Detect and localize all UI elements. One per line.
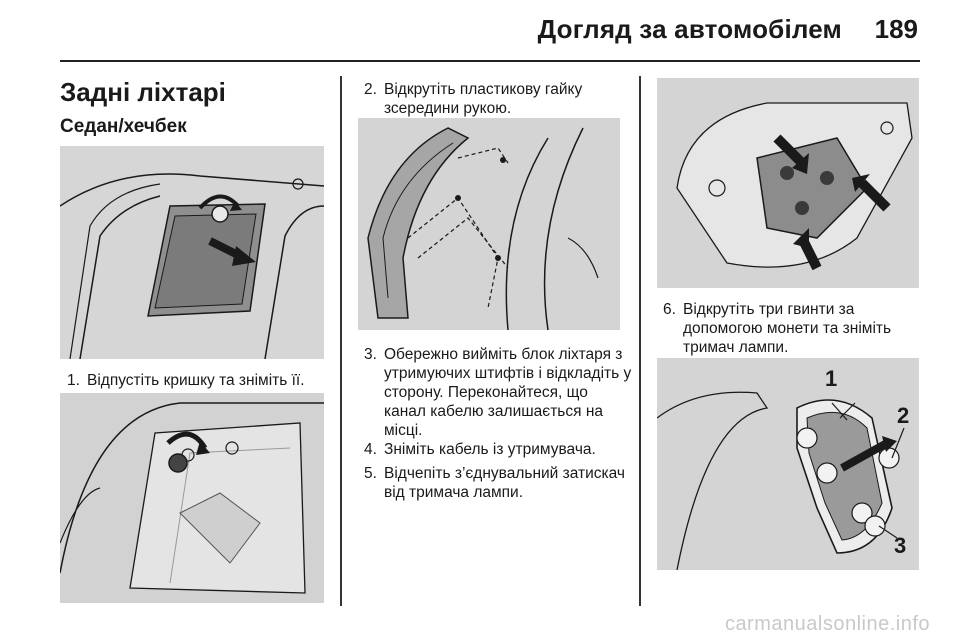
chapter-title: Догляд за автомобілем	[537, 14, 842, 44]
column-divider-1	[340, 76, 342, 606]
cover-illustration	[60, 146, 324, 359]
step-2	[364, 80, 629, 118]
figure-nut-unscrew	[60, 393, 324, 603]
step-6	[663, 300, 928, 357]
step-number: 2.	[364, 81, 377, 98]
header-divider	[60, 60, 920, 62]
step-3	[364, 345, 634, 440]
step-number: 3.	[364, 346, 377, 363]
step-text: Обережно вийміть блок ліхтаря з утримуючих штифтів і відкладіть у сторону. Переконайтеся, що канал кабелю залишається на місці.	[384, 346, 632, 439]
column-divider-2	[639, 76, 641, 606]
step-text: Відкрутіть пластикову гайку зсередини рукою.	[384, 81, 583, 117]
step-text: Відпустіть кришку та зніміть її.	[87, 372, 305, 389]
step-5	[364, 464, 634, 502]
figure-cable-clip	[657, 78, 919, 288]
step-4	[364, 440, 634, 459]
watermark: carmanualsonline.info	[724, 613, 930, 635]
callout-1: 1	[825, 366, 838, 391]
step-number: 6.	[663, 301, 676, 318]
cable-clip-illustration	[657, 78, 919, 288]
callout-2: 2	[897, 403, 910, 428]
page-header	[0, 0, 960, 62]
lamp-unit-illustration	[358, 118, 620, 330]
figure-cover-removal	[60, 146, 324, 359]
figure-lamp-unit-removal	[358, 118, 620, 330]
figure-lamp-holder-screws	[657, 358, 919, 570]
callout-3: 3	[894, 533, 907, 558]
step-text: Відчепіть з’єднувальний затискач від тримача лампи.	[384, 465, 626, 501]
lamp-holder-illustration	[657, 358, 919, 570]
step-1	[67, 371, 332, 390]
step-number: 4.	[364, 441, 377, 458]
step-text: Зніміть кабель із утримувача.	[384, 441, 596, 458]
step-number: 1.	[67, 372, 80, 389]
step-number: 5.	[364, 465, 377, 482]
page-number: 189	[874, 14, 918, 44]
step-text: Відкрутіть три гвинти за допомогою монети та зніміть тримач лампи.	[683, 301, 892, 356]
subsection-title: Седан/хечбек	[60, 116, 187, 137]
section-title: Задні ліхтарі	[60, 77, 226, 107]
nut-illustration	[60, 393, 324, 603]
